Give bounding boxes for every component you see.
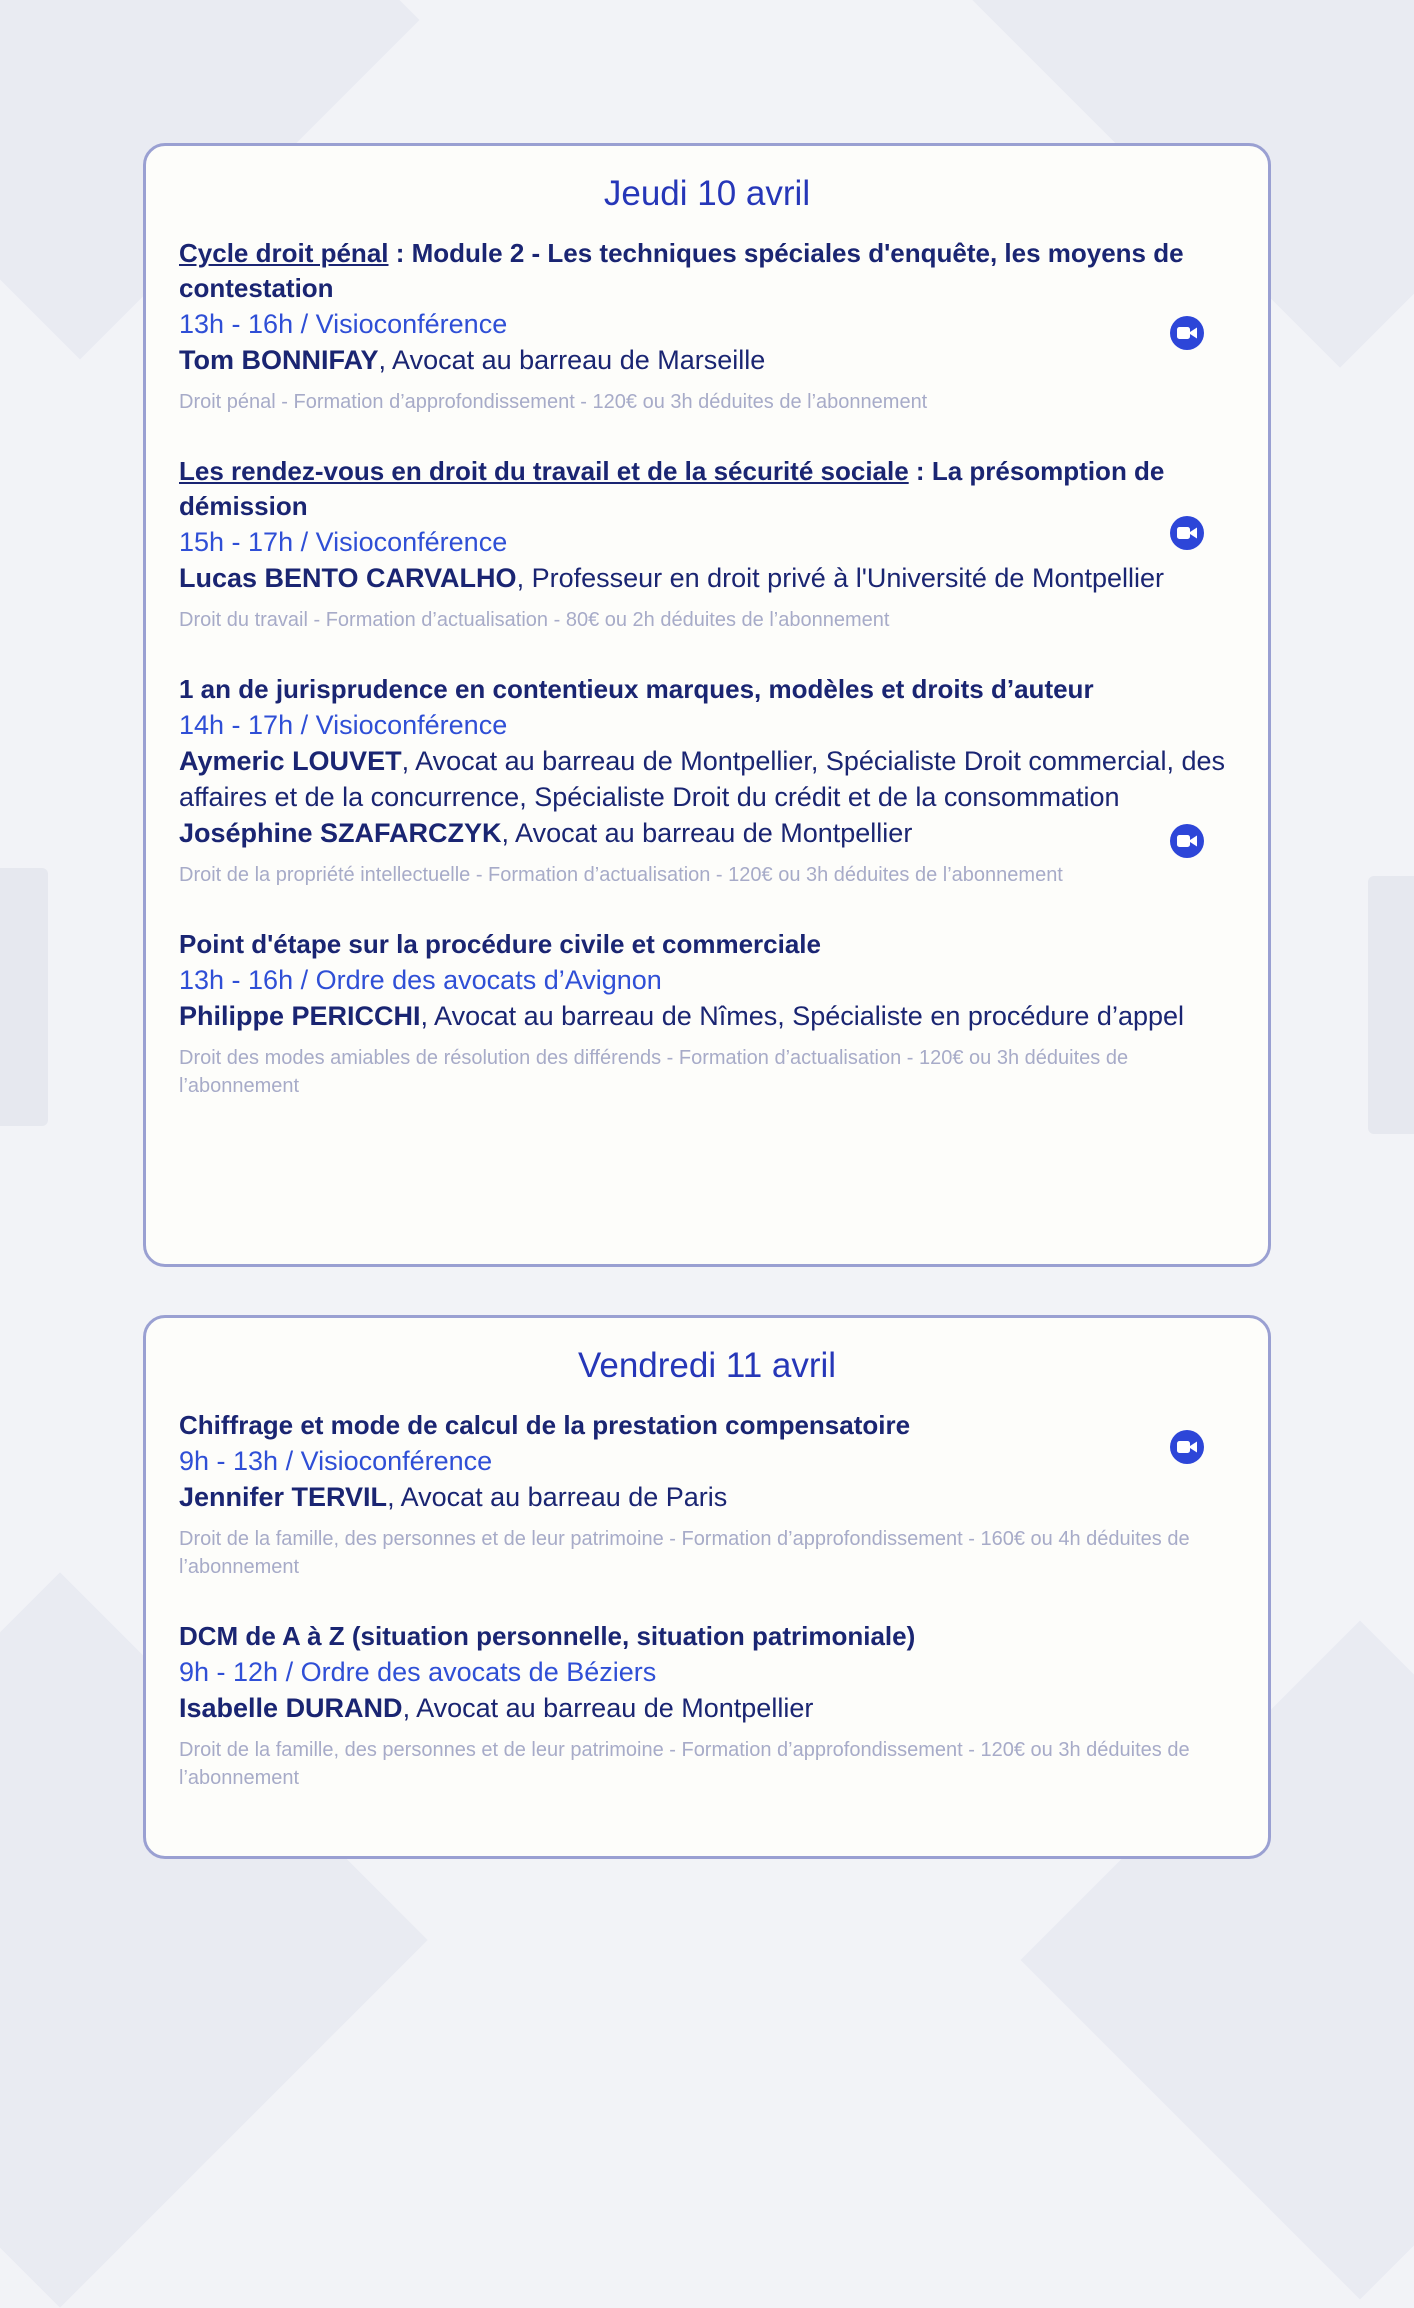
day-card-thursday [143, 143, 1271, 1267]
event-speaker [179, 560, 1234, 596]
event-time: 13h - 16h / Ordre des avocats d’Avignon [179, 965, 662, 995]
event-speaker [179, 342, 1234, 378]
event-title: Point d'étape sur la procédure civile et commerciale [179, 929, 821, 959]
event-item [146, 1408, 1268, 1581]
event-item [146, 1619, 1268, 1792]
event-title: Chiffrage et mode de calcul de la prestation compensatoire [179, 1410, 911, 1440]
speaker-role: , Avocat au barreau de Nîmes, Spécialiste en procédure d’appel [420, 1001, 1185, 1031]
event-speaker [179, 815, 1234, 851]
event-meta: Droit de la famille, des personnes et de leur patrimoine - Formation d’approfondissement - 120€ ou 3h déduites de l’abonnement [179, 1739, 1190, 1789]
speaker-name: Lucas BENTO CARVALHO [179, 563, 517, 593]
event-speaker [179, 1479, 1234, 1515]
speaker-role: , Avocat au barreau de Paris [387, 1482, 728, 1512]
background-tab-left [0, 868, 48, 1126]
event-speaker [179, 1690, 1234, 1726]
event-time: 9h - 12h / Ordre des avocats de Béziers [179, 1657, 657, 1687]
event-meta: Droit des modes amiables de résolution des différends - Formation d’actualisation - 120€ ou 3h déduites de l’abonnement [179, 1047, 1129, 1097]
speaker-name: Tom BONNIFAY [179, 345, 379, 375]
speaker-role: , Avocat au barreau de Montpellier, Spécialiste Droit commercial, des affaires et de la concurrence, Spécialiste Droit du crédit et de la consommation [179, 746, 1225, 812]
speaker-name: Joséphine SZAFARCZYK [179, 818, 502, 848]
speaker-role: , Professeur en droit privé à l'Université de Montpellier [516, 563, 1165, 593]
day-title: Jeudi 10 avril [603, 174, 811, 213]
event-cycle-link[interactable]: Cycle droit pénal [179, 238, 389, 268]
event-title: Cycle droit pénal : Module 2 - Les techniques spéciales d'enquête, les moyens de contestation [179, 238, 1184, 303]
speaker-role: , Avocat au barreau de Montpellier [402, 1693, 814, 1723]
video-camera-icon[interactable] [1170, 516, 1204, 550]
video-camera-icon[interactable] [1170, 824, 1204, 858]
event-title: 1 an de jurisprudence en contentieux marques, modèles et droits d’auteur [179, 674, 1094, 704]
event-item [146, 927, 1268, 1100]
event-item [146, 236, 1268, 416]
speaker-role: , Avocat au barreau de Montpellier [501, 818, 913, 848]
event-time: 15h - 17h / Visioconférence [179, 527, 508, 557]
event-time: 14h - 17h / Visioconférence [179, 710, 508, 740]
event-item [146, 454, 1268, 634]
video-camera-icon[interactable] [1170, 1430, 1204, 1464]
day-card-friday [143, 1315, 1271, 1859]
day-title: Vendredi 11 avril [577, 1346, 837, 1385]
speaker-name: Aymeric LOUVET [179, 746, 402, 776]
video-camera-icon[interactable] [1170, 316, 1204, 350]
event-time: 13h - 16h / Visioconférence [179, 309, 508, 339]
event-meta: Droit pénal - Formation d’approfondissement - 120€ ou 3h déduites de l’abonnement [179, 391, 928, 413]
event-speaker [179, 743, 1234, 815]
speaker-role: , Avocat au barreau de Marseille [378, 345, 766, 375]
speaker-name: Philippe PERICCHI [179, 1001, 421, 1031]
event-speaker [179, 998, 1234, 1034]
event-meta: Droit du travail - Formation d’actualisation - 80€ ou 2h déduites de l’abonnement [179, 609, 890, 631]
event-item [146, 672, 1268, 889]
event-time: 9h - 13h / Visioconférence [179, 1446, 493, 1476]
event-cycle-link[interactable]: Les rendez-vous en droit du travail et de la sécurité sociale [179, 456, 909, 486]
background-tab-right [1368, 876, 1414, 1134]
event-meta: Droit de la propriété intellectuelle - Formation d’actualisation - 120€ ou 3h déduites de l’abonnement [179, 864, 1063, 886]
event-title: DCM de A à Z (situation personnelle, situation patrimoniale) [179, 1621, 916, 1651]
speaker-name: Isabelle DURAND [179, 1693, 403, 1723]
event-title: Les rendez-vous en droit du travail et de la sécurité sociale : La présomption de démission [179, 456, 1165, 521]
event-meta: Droit de la famille, des personnes et de leur patrimoine - Formation d’approfondissement - 160€ ou 4h déduites de l’abonnement [179, 1528, 1190, 1578]
speaker-name: Jennifer TERVIL [179, 1482, 388, 1512]
